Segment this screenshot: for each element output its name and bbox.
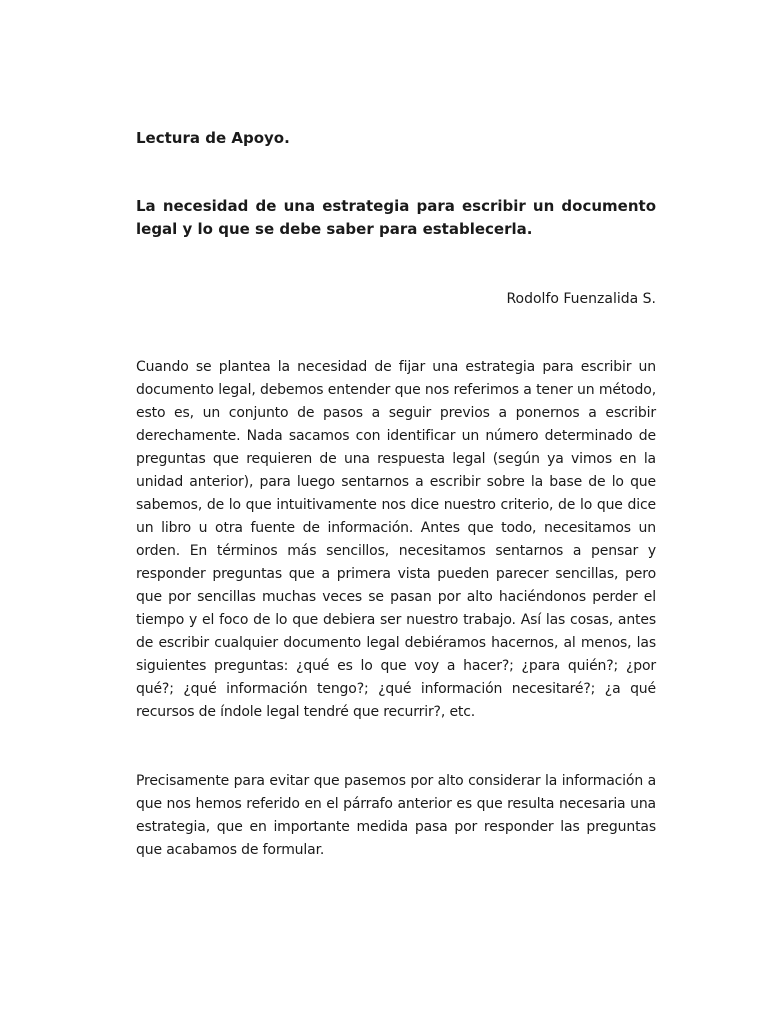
document-title: La necesidad de una estrategia para escribir un documento legal y lo que se debe saber para establecerla.	[136, 197, 656, 238]
document-label: Lectura de Apoyo.	[136, 129, 290, 147]
body-paragraph-2: Precisamente para evitar que pasemos por alto considerar la información a que nos hemos referido en el párrafo anterior es que resulta necesaria una estrategia, que en importante medida pasa por responder las preguntas que acabamos de formular.	[136, 773, 656, 858]
body-paragraph-1: Cuando se plantea la necesidad de fijar una estrategia para escribir un documento legal, debemos entender que nos referimos a tener un método, esto es, un conjunto de pasos a seguir previos a ponernos a escribir derechamente. Nada sacamos con identificar un número determinado de preguntas que requieren de una respuesta legal (según ya vimos en la unidad anterior), para luego sentarnos a escribir sobre la base de lo que sabemos, de lo que intuitivamente nos dice nuestro criterio, de lo que dice un libro u otra fuente de información. Antes que todo, necesitamos un orden. En términos más sencillos, necesitamos sentarnos a pensar y responder preguntas que a primera vista pueden parecer sencillas, pero que por sencillas muchas veces se pasan por alto haciéndonos perder el tiempo y el foco de lo que debiera ser nuestro trabajo. Así las cosas, antes de escribir cualquier documento legal debiéramos hacernos, al menos, las siguientes preguntas: ¿qué es lo que voy a hacer?; ¿para quién?; ¿por qué?; ¿qué información tengo?; ¿qué información necesitaré?; ¿a qué recursos de índole legal tendré que recurrir?, etc.	[136, 359, 656, 720]
document-author: Rodolfo Fuenzalida S.	[506, 291, 656, 307]
